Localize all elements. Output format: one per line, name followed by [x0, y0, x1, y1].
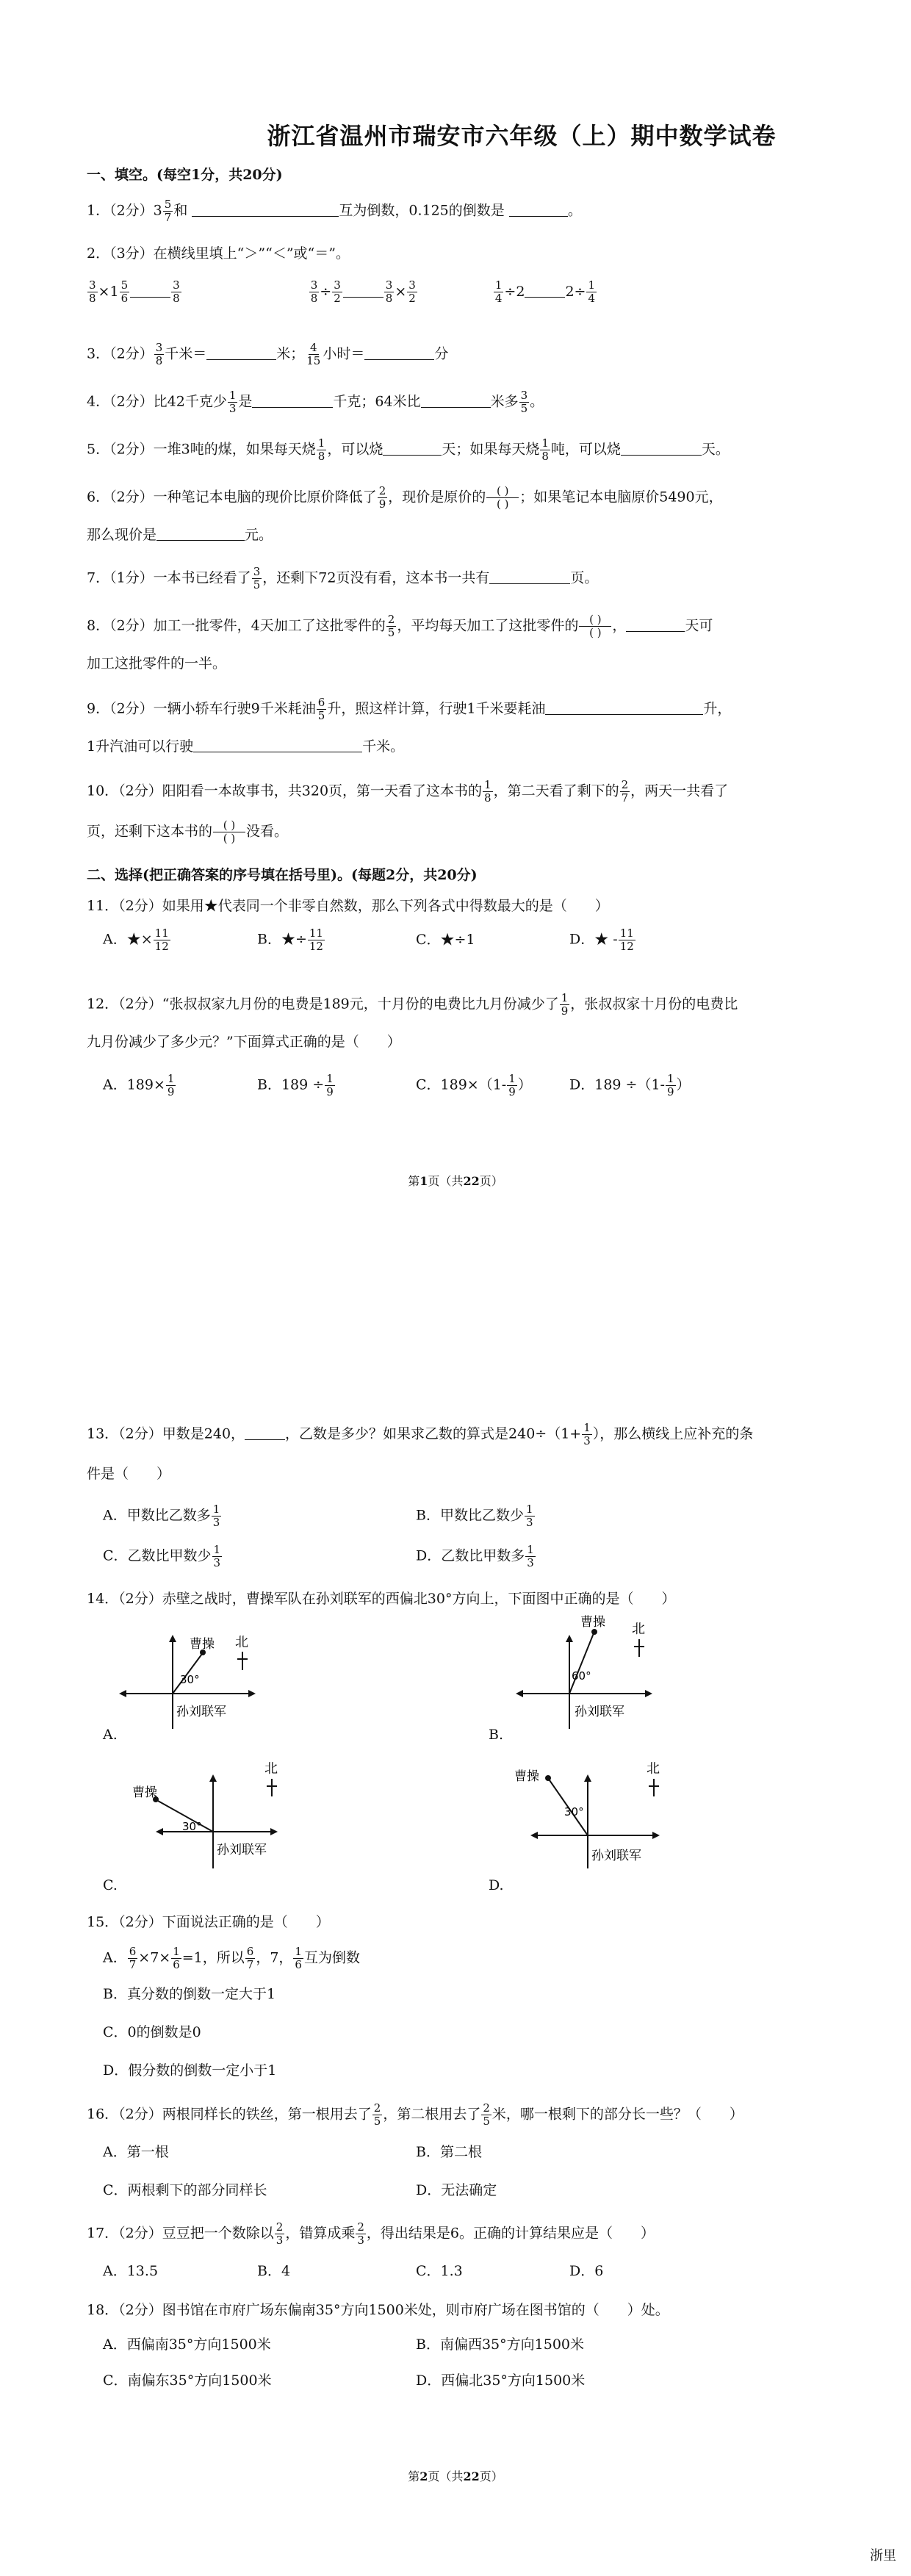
- question-6: 6．（2分）一种笔记本电脑的现价比原价降低了 $\frac{2}{9}$ ，现价是原价的 ( ) ( ) ；如果笔记本电脑原价5490元，: [87, 484, 723, 511]
- q18-option-a[interactable]: A．西偏南35°方向1500米: [103, 2336, 271, 2353]
- question-5: 5．（2分）一堆3吨的煤，如果每天烧 $\frac{1}{8}$ ，可以烧 天；如果每天烧 $\frac{1}{8}$ 吨，可以烧 天。: [87, 436, 730, 463]
- answer-blank[interactable]: [252, 394, 333, 408]
- section-fill-in: 一、填空。(每空1分，共20分): [87, 167, 283, 183]
- expr-2: $\frac{3}{8}$ ÷ $\frac{3}{2}$ $\frac{3}{8}$ × $\frac{3}{2}$: [310, 278, 416, 305]
- q14-diagram-b[interactable]: [507, 1611, 705, 1729]
- question-16: 16．（2分）两根同样长的铁丝，第一根用去了 $\frac{2}{5}$ ，第二根用去了 $\frac{2}{5}$ 米，哪一根剩下的部分长一些？（ ）: [87, 2101, 743, 2128]
- question-1: 1．（2分）3 $\frac{5}{7}$ 和 互为倒数，0.125的倒数是 。: [87, 198, 582, 224]
- q18-option-d[interactable]: D．西偏北35°方向1500米: [416, 2372, 586, 2389]
- question-14: 14．（2分）赤壁之战时，曹操军队在孙刘联军的西偏北30°方向上，下面图中正确的是（ ）: [87, 1591, 676, 1607]
- q16-option-b[interactable]: B．第二根: [416, 2144, 482, 2160]
- angle-label: 30°: [564, 1805, 584, 1818]
- north-label: 北: [235, 1635, 248, 1650]
- q16-option-c[interactable]: C．两根剩下的部分同样长: [103, 2182, 267, 2198]
- question-13-line2: 件是（ ）: [87, 1466, 171, 1482]
- page-footer-2: 第2页（共22页）: [408, 2469, 503, 2483]
- q15-option-d[interactable]: D．假分数的倒数一定小于1: [103, 2062, 277, 2079]
- q14-label-a: A.: [103, 1727, 118, 1743]
- q17-option-c[interactable]: C．1.3: [416, 2263, 463, 2279]
- question-2: 2．（3分）在横线里填上“＞”“＜”或“＝”。: [87, 245, 350, 262]
- sun-label: 孙刘联军: [591, 1849, 641, 1863]
- question-2-expressions: [87, 279, 824, 305]
- question-9: 9．（2分）一辆小轿车行驶9千米耗油 $\frac{6}{5}$ 升，照这样计算，行驶1千米要耗油 升，: [87, 696, 732, 722]
- q14-label-b: B.: [489, 1727, 504, 1743]
- sun-label: 孙刘联军: [575, 1705, 624, 1719]
- expr-1: $\frac{3}{8}$ ×1 $\frac{5}{6}$ $\frac{3}{8}$: [89, 278, 180, 305]
- question-11: 11．（2分）如果用★代表同一个非零自然数，那么下列各式中得数最大的是（ ）: [87, 898, 609, 914]
- answer-blank[interactable]: [525, 284, 565, 298]
- q11-option-a[interactable]: A．★× $\frac{11}{12}$: [103, 927, 169, 953]
- cao-label: 曹操: [580, 1615, 605, 1630]
- question-17: 17．（2分）豆豆把一个数除以 $\frac{2}{3}$ ，错算成乘 $\frac{2}{3}$ ，得出结果是6。正确的计算结果应是（ ）: [87, 2220, 655, 2247]
- answer-fraction[interactable]: ( ) ( ): [579, 614, 611, 639]
- q16-option-d[interactable]: D．无法确定: [416, 2182, 497, 2198]
- question-3: 3．（2分） $\frac{3}{8}$ 千米＝ 米； $\frac{4}{15}$ 小时＝ 分: [87, 341, 449, 367]
- answer-blank[interactable]: [489, 570, 570, 584]
- q13-option-b[interactable]: B．甲数比乙数少 $\frac{1}{3}$: [416, 1503, 533, 1529]
- answer-blank[interactable]: [192, 203, 339, 217]
- q14-diagram-a[interactable]: [103, 1619, 294, 1729]
- section-choice: 二、选择(把正确答案的序号填在括号里)。(每题2分，共20分): [87, 867, 478, 883]
- answer-blank[interactable]: [206, 346, 276, 360]
- q17-option-a[interactable]: A．13.5: [103, 2263, 159, 2279]
- question-10-line2: 页，还剩下这本书的 ( ) ( ) 没看。: [87, 819, 289, 845]
- q11-option-d[interactable]: D．★ - $\frac{11}{12}$: [569, 927, 634, 953]
- q13-option-a[interactable]: A．甲数比乙数多 $\frac{1}{3}$: [103, 1503, 220, 1529]
- north-label: 北: [632, 1622, 645, 1637]
- cao-label: 曹操: [190, 1637, 215, 1652]
- answer-fraction[interactable]: ( ) ( ): [213, 819, 245, 845]
- answer-blank[interactable]: [621, 442, 702, 456]
- q18-option-c[interactable]: C．南偏东35°方向1500米: [103, 2372, 272, 2389]
- expr-3: $\frac{1}{4}$ ÷2 2÷ $\frac{1}{4}$: [494, 278, 595, 305]
- q17-option-d[interactable]: D．6: [569, 2263, 604, 2279]
- fraction: $\frac{5}{7}$: [164, 198, 172, 224]
- q14-label-d: D.: [489, 1877, 504, 1893]
- q12-option-a[interactable]: A．189× $\frac{1}{9}$: [103, 1072, 175, 1098]
- question-6-line2: 那么现价是 元。: [87, 527, 273, 543]
- question-8-line2: 加工这批零件的一半。: [87, 655, 227, 672]
- answer-blank[interactable]: [193, 738, 362, 752]
- question-10: 10．（2分）阳阳看一本故事书，共320页，第一天看了这本书的 $\frac{1}{8}$ ，第二天看了剩下的 $\frac{2}{7}$ ，两天一共看了: [87, 778, 729, 805]
- q16-option-a[interactable]: A．第一根: [103, 2144, 169, 2160]
- answer-blank[interactable]: [130, 284, 170, 298]
- q14-diagram-c[interactable]: [125, 1751, 316, 1868]
- question-18: 18．（2分）图书馆在市府广场东偏南35°方向1500米处，则市府广场在图书馆的（ ）处。: [87, 2302, 669, 2318]
- answer-blank[interactable]: [545, 701, 703, 715]
- question-12-line2: 九月份减少了多少元？”下面算式正确的是（ ）: [87, 1034, 401, 1050]
- cao-label: 曹操: [514, 1769, 539, 1784]
- page-footer-1: 第1页（共22页）: [408, 1174, 503, 1188]
- q14-diagram-d[interactable]: [507, 1751, 705, 1868]
- q11-option-c[interactable]: C．★÷1: [416, 932, 475, 948]
- answer-fraction[interactable]: ( ) ( ): [486, 485, 519, 511]
- q14-label-c: C.: [103, 1877, 118, 1893]
- q11-option-b[interactable]: B．★÷ $\frac{11}{12}$: [257, 927, 323, 953]
- question-4: 4．（2分）比42千克少 $\frac{1}{3}$ 是 千克；64米比 米多 $\frac{3}{5}$ 。: [87, 389, 544, 415]
- sun-label: 孙刘联军: [176, 1705, 226, 1719]
- answer-blank[interactable]: [421, 394, 491, 408]
- answer-blank[interactable]: [383, 442, 442, 456]
- q12-option-d[interactable]: D．189 ÷（1- $\frac{1}{9}$ ）: [569, 1072, 691, 1098]
- question-8: 8．（2分）加工一批零件，4天加工了这批零件的 $\frac{2}{5}$ ，平均每天加工了这批零件的 ( ) ( ) ， 天可: [87, 613, 713, 639]
- angle-label: 30°: [182, 1820, 202, 1833]
- page-2: [0, 1288, 911, 2576]
- exam-title: 浙江省温州市瑞安市六年级（上）期中数学试卷: [267, 122, 777, 150]
- answer-blank[interactable]: [245, 1426, 285, 1440]
- q15-option-a[interactable]: A． $\frac{6}{7}$ ×7× $\frac{1}{6}$ =1，所以 $\frac{6}{7}$ ，7， $\frac{1}{6}$ 互为倒数: [103, 1945, 360, 1971]
- north-label: 北: [264, 1761, 278, 1777]
- question-13: 13．（2分）甲数是240， ，乙数是多少？如果求乙数的算式是240÷（1+ $\frac{1}{3}$ ），那么横线上应补充的条: [87, 1421, 754, 1447]
- q18-option-b[interactable]: B．南偏西35°方向1500米: [416, 2336, 584, 2353]
- question-12: 12．（2分）“张叔叔家九月份的电费是189元，十月份的电费比九月份减少了 $\frac{1}{9}$ ，张叔叔家十月份的电费比: [87, 991, 738, 1018]
- sun-label: 孙刘联军: [217, 1843, 267, 1857]
- q15-option-b[interactable]: B．真分数的倒数一定大于1: [103, 1986, 276, 2002]
- question-7: 7．（1分）一本书已经看了 $\frac{3}{5}$ ，还剩下72页没有看，这本书一共有 页。: [87, 565, 599, 591]
- answer-blank[interactable]: [156, 527, 245, 541]
- answer-blank[interactable]: [343, 284, 384, 298]
- q13-option-c[interactable]: C．乙数比甲数少 $\frac{1}{3}$: [103, 1543, 221, 1569]
- q17-option-b[interactable]: B．4: [257, 2263, 291, 2279]
- q13-option-d[interactable]: D．乙数比甲数多 $\frac{1}{3}$: [416, 1543, 534, 1569]
- angle-label: 30°: [180, 1673, 200, 1686]
- answer-blank[interactable]: [509, 203, 568, 217]
- q12-option-c[interactable]: C．189×（1- $\frac{1}{9}$ ）: [416, 1072, 532, 1098]
- corner-watermark: 浙里: [870, 2548, 896, 2564]
- q15-option-c[interactable]: C．0的倒数是0: [103, 2024, 201, 2040]
- angle-label: 60°: [572, 1669, 591, 1683]
- answer-blank[interactable]: [364, 346, 434, 360]
- cao-label: 曹操: [132, 1785, 157, 1800]
- question-9-line2: 1升汽油可以行驶 千米。: [87, 738, 405, 755]
- north-label: 北: [647, 1761, 660, 1777]
- q12-option-b[interactable]: B．189 ÷ $\frac{1}{9}$: [257, 1072, 334, 1098]
- question-15: 15．（2分）下面说法正确的是（ ）: [87, 1914, 330, 1930]
- answer-blank[interactable]: [626, 618, 685, 632]
